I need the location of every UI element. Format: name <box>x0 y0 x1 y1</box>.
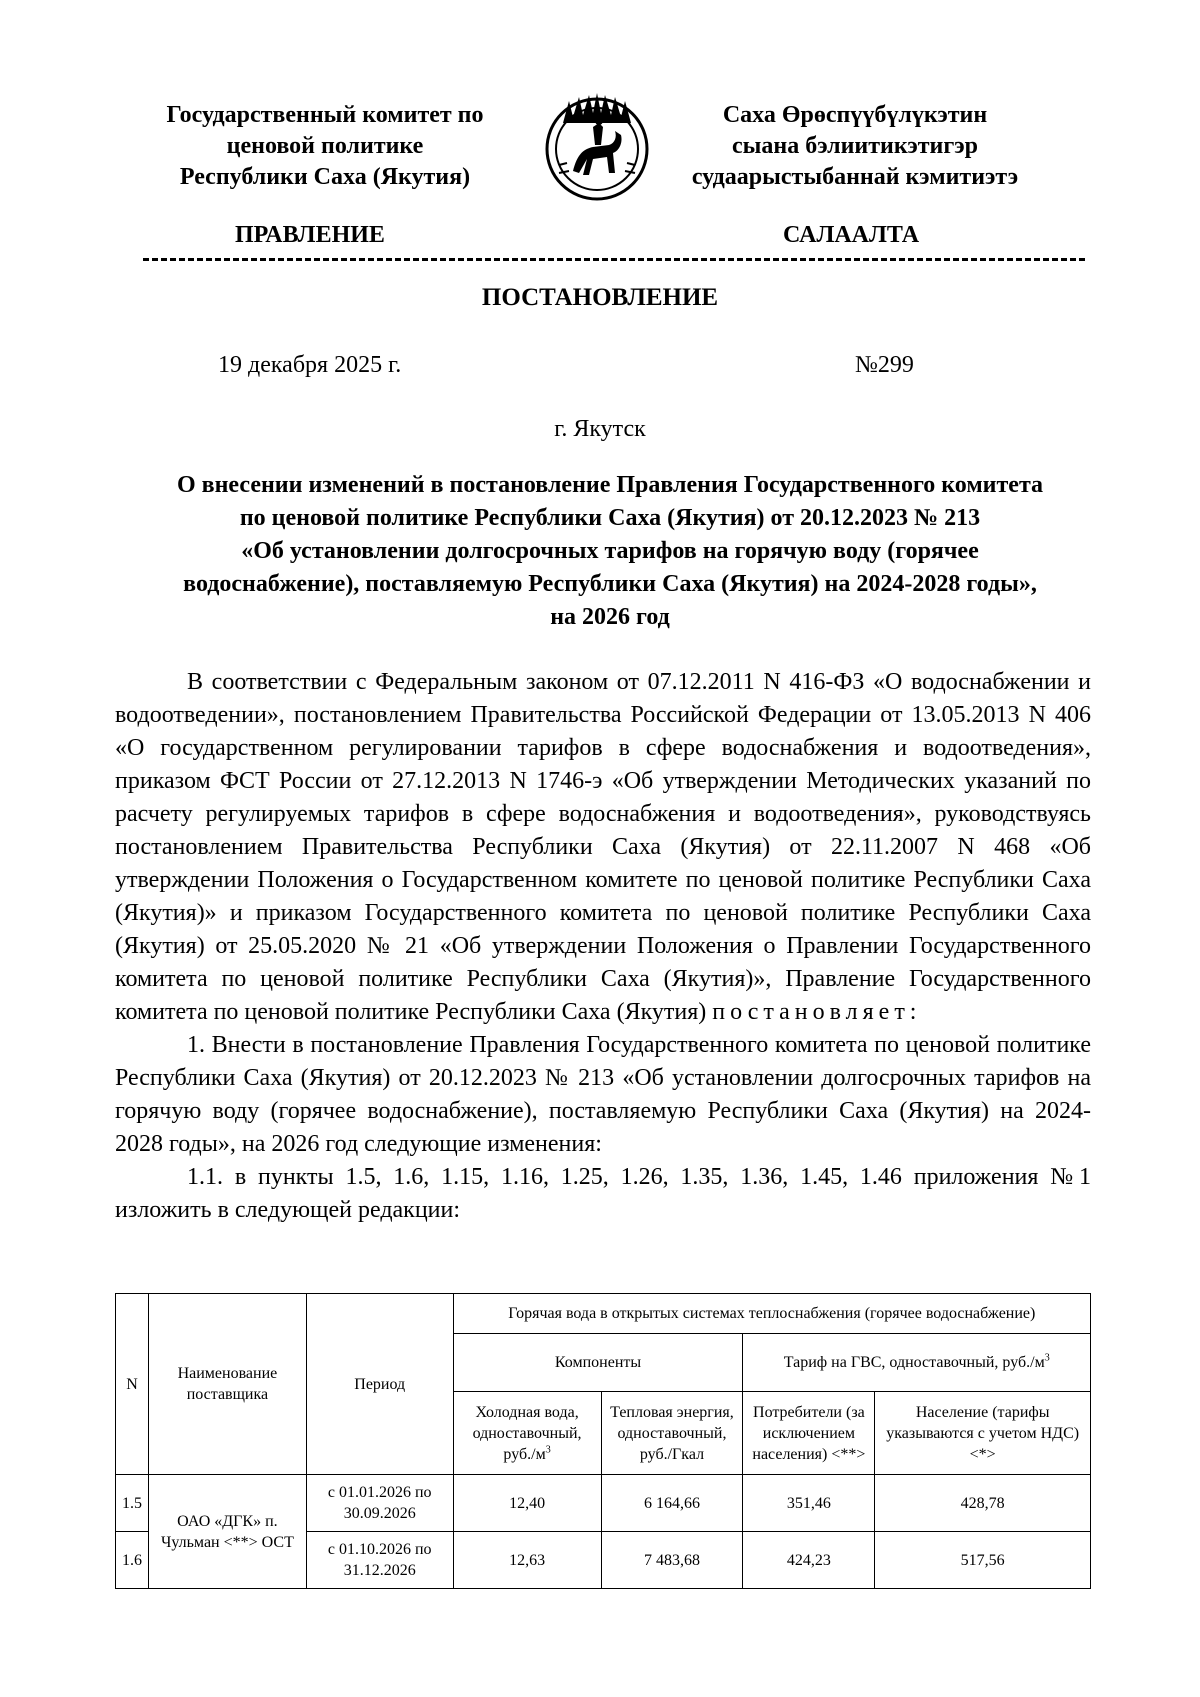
header-left-line1: Государственный комитет по <box>166 102 484 128</box>
subject-line: на 2026 год <box>550 604 670 630</box>
header-cold-water <box>453 1392 601 1475</box>
dashed-divider <box>143 258 1085 261</box>
cell-heat-energy: 6 164,66 <box>601 1475 743 1532</box>
header-heat-energy: Тепловая энергия, одноставочный, руб./Гкал <box>601 1392 743 1475</box>
cell-heat-energy: 7 483,68 <box>601 1532 743 1589</box>
paragraph-preamble <box>115 666 1091 1029</box>
header-left-line3: Республики Саха (Якутия) <box>179 164 471 190</box>
header-left <box>125 100 525 193</box>
header-n: N <box>116 1294 149 1475</box>
subject-line: «Об установлении долгосрочных тарифов на горячую воду (горячее <box>241 538 979 564</box>
cell-n: 1.5 <box>116 1475 149 1532</box>
document-body <box>115 666 1091 1227</box>
document-number: №299 <box>855 352 914 378</box>
coat-of-arms-emblem <box>543 93 651 203</box>
document-subject <box>130 469 1090 634</box>
cell-cold-water: 12,63 <box>453 1532 601 1589</box>
header-hot-water-group: Горячая вода в открытых системах теплоснабжения (горячее водоснабжение) <box>453 1294 1090 1334</box>
header-right <box>655 100 1055 193</box>
header-right-line1: Саха Өрөспүүбүлүкэтин <box>722 102 988 128</box>
header-right-line3: судаарыстыбаннай кэмитиэтэ <box>691 164 1019 190</box>
cell-cold-water: 12,40 <box>453 1475 601 1532</box>
header-population: Население (тарифы указываются с учетом НДС) <*> <box>875 1392 1091 1475</box>
header-tariff <box>743 1334 1091 1392</box>
cell-period: с 01.10.2026 по 31.12.2026 <box>306 1532 453 1589</box>
header-supplier: Наименование поставщика <box>148 1294 306 1475</box>
subject-line: О внесении изменений в постановление Правления Государственного комитета <box>176 472 1044 498</box>
header-period: Период <box>306 1294 453 1475</box>
header-right-line2: сыана бэлиитикэтигэр <box>731 133 978 159</box>
subject-line: по ценовой политике Республики Саха (Якутия) от 20.12.2023 № 213 <box>239 505 981 531</box>
cell-consumers: 351,46 <box>743 1475 875 1532</box>
paragraph-item-1-1: 1.1. в пункты 1.5, 1.6, 1.15, 1.16, 1.25, 1.26, 1.35, 1.36, 1.45, 1.46 приложения №1 изложить в следующей редакции: <box>115 1164 1091 1223</box>
header-cold-water-text: Холодная вода, одноставочный, руб./м <box>472 1403 582 1463</box>
header-components: Компоненты <box>453 1334 743 1392</box>
cell-n: 1.6 <box>116 1532 149 1589</box>
header-left-line2: ценовой политике <box>226 133 424 159</box>
preamble-text: В соответствии с Федеральным законом от 07.12.2011 N 416-ФЗ «О водоснабжении и водоотведении», постановлением Правительства Российской Федерации от 13.05.2013 N 406 «О государственном регулировании тарифов в сфере водоснабжения и водоотведения», приказом ФСТ России от 27.12.2013 N 1746-э «Об утверждении Методических указаний по расчету регулируемых тарифов в сфере водоснабжения и водоотведения», руководствуясь постановлением Правительства Республики Саха (Якутия) от 22.11.2007 N 468 «Об утверждении Положения о Государственном комитете по ценовой политике Республики Саха (Якутия)» и приказом Государственного комитета по ценовой политике Республики Саха (Якутия) от 25.05.2020 № 21 «Об утверждении Положения о Правлении Государственного комитета по ценовой политике Республики Саха (Якутия)», Правление Государственного комитета по ценовой политике Республики Саха (Якутия) <box>115 669 1091 1025</box>
header-consumers: Потребители (за исключением населения) <**> <box>743 1392 875 1475</box>
subject-line: водоснабжение), поставляемую Республики Саха (Якутия) на 2024-2028 годы», <box>183 571 1037 597</box>
tariff-table <box>115 1293 1091 1589</box>
resolves-word: постановляет: <box>712 999 922 1025</box>
document-city: г. Якутск <box>554 416 646 442</box>
document-title: ПОСТАНОВЛЕНИЕ <box>481 284 719 311</box>
header-tariff-text: Тариф на ГВС, одноставочный, руб./м <box>783 1354 1045 1371</box>
cell-population: 428,78 <box>875 1475 1091 1532</box>
cell-supplier: ОАО «ДГК» п. Чульман <**> ОСТ <box>148 1475 306 1589</box>
superscript-cube: 3 <box>1044 1352 1050 1364</box>
table-row <box>116 1475 1091 1532</box>
board-title-sakha: САЛААЛТА <box>783 222 920 248</box>
cell-population: 517,56 <box>875 1532 1091 1589</box>
board-title-ru: ПРАВЛЕНИЕ <box>235 222 385 248</box>
superscript-cube: 3 <box>545 1444 551 1456</box>
cell-consumers: 424,23 <box>743 1532 875 1589</box>
cell-period: с 01.01.2026 по 30.09.2026 <box>306 1475 453 1532</box>
document-date: 19 декабря 2025 г. <box>218 352 402 378</box>
paragraph-item-1: 1. Внести в постановление Правления Государственного комитета по ценовой политике Республики Саха (Якутия) от 20.12.2023 № 213 «Об установлении долгосрочных тарифов на горячую воду (горячее водоснабжение), поставляемую Республики Саха (Якутия) на 2024-2028 годы», на 2026 год следующие изменения: <box>115 1032 1091 1157</box>
